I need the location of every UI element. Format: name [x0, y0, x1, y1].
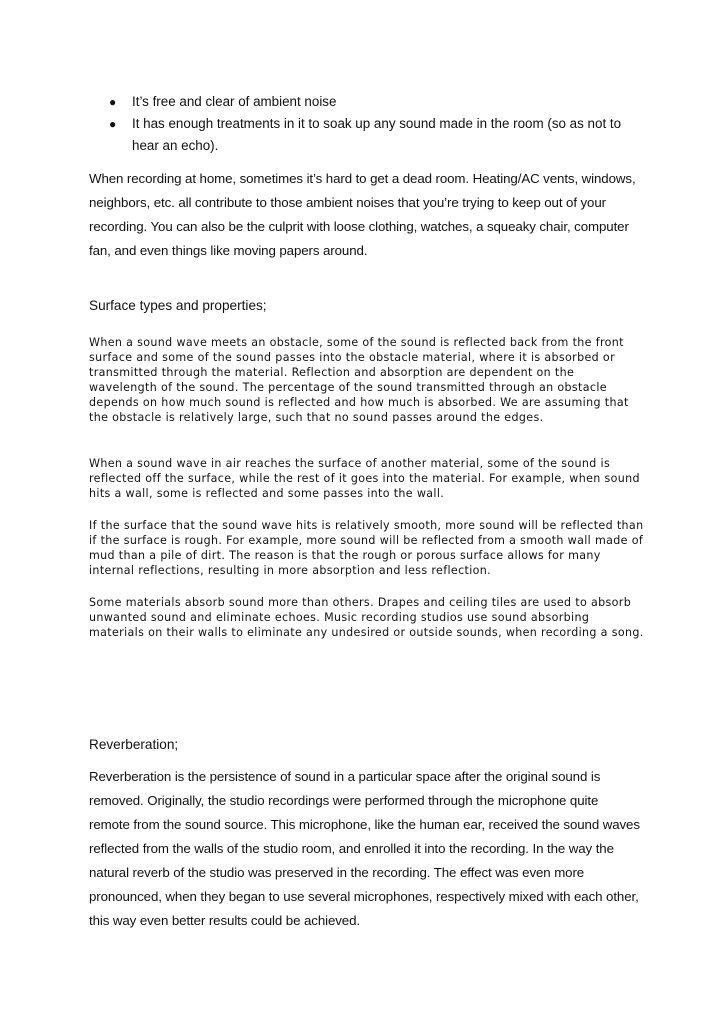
bullet-text: It has enough treatments in it to soak up any sound made in the room (so as not to hear an echo).	[132, 116, 622, 153]
reverberation-heading: Reverberation;	[89, 737, 179, 752]
bullet-dot-icon: ●	[109, 95, 117, 109]
bullet-item	[89, 113, 649, 157]
bullet-item	[89, 91, 649, 113]
bullet-text: It’s free and clear of ambient noise	[132, 94, 337, 109]
surface-paragraph: When a sound wave in air reaches the surface of another material, some of the sound is reflected off the surface, while the rest of it goes into the material. For example, when sound hits a wall, some is reflected and some passes into the wall.	[89, 457, 640, 500]
reverberation-paragraph: Reverberation is the persistence of sound in a particular space after the original sound is removed. Originally, the studio recordings were performed through the microphone quite remote from the sound source. This microphone, like the human ear, received the sound waves reflected from the walls of the studio room, and enrolled it into the recording. In the way the natural reverb of the studio was preserved in the recording. The effect was even more pronounced, when they began to use several microphones, respectively mixed with each other, this way even better results could be achieved.	[89, 769, 640, 928]
surface-paragraph: When a sound wave meets an obstacle, some of the sound is reflected back from the front surface and some of the sound passes into the obstacle material, where it is absorbed or transmitted through the material. Reflection and absorption are dependent on the wavelength of the sound. The percentage of the sound transmitted through an obstacle depends on how much sound is reflected and how much is absorbed. We are assuming that the obstacle is relatively large, such that no sound passes around the edges.	[89, 336, 629, 424]
surface-heading: Surface types and properties;	[89, 298, 267, 313]
bullet-list	[89, 91, 649, 157]
intro-paragraph: When recording at home, sometimes it’s hard to get a dead room. Heating/AC vents, windows, neighbors, etc. all contribute to those ambient noises that you’re trying to keep out of your recording. You can also be the culprit with loose clothing, watches, a squeaky chair, computer fan, and even things like moving papers around.	[89, 171, 636, 258]
surface-paragraph: Some materials absorb sound more than others. Drapes and ceiling tiles are used to absorb unwanted sound and eliminate echoes. Music recording studios use sound absorbing materials on their walls to eliminate any undesired or outside sounds, when recording a song.	[89, 596, 644, 639]
surface-paragraph: If the surface that the sound wave hits is relatively smooth, more sound will be reflected than if the surface is rough. For example, more sound will be reflected from a smooth wall made of mud than a pile of dirt. The reason is that the rough or porous surface allows for many internal reflections, resulting in more absorption and less reflection.	[89, 519, 644, 577]
bullet-dot-icon: ●	[109, 117, 117, 131]
